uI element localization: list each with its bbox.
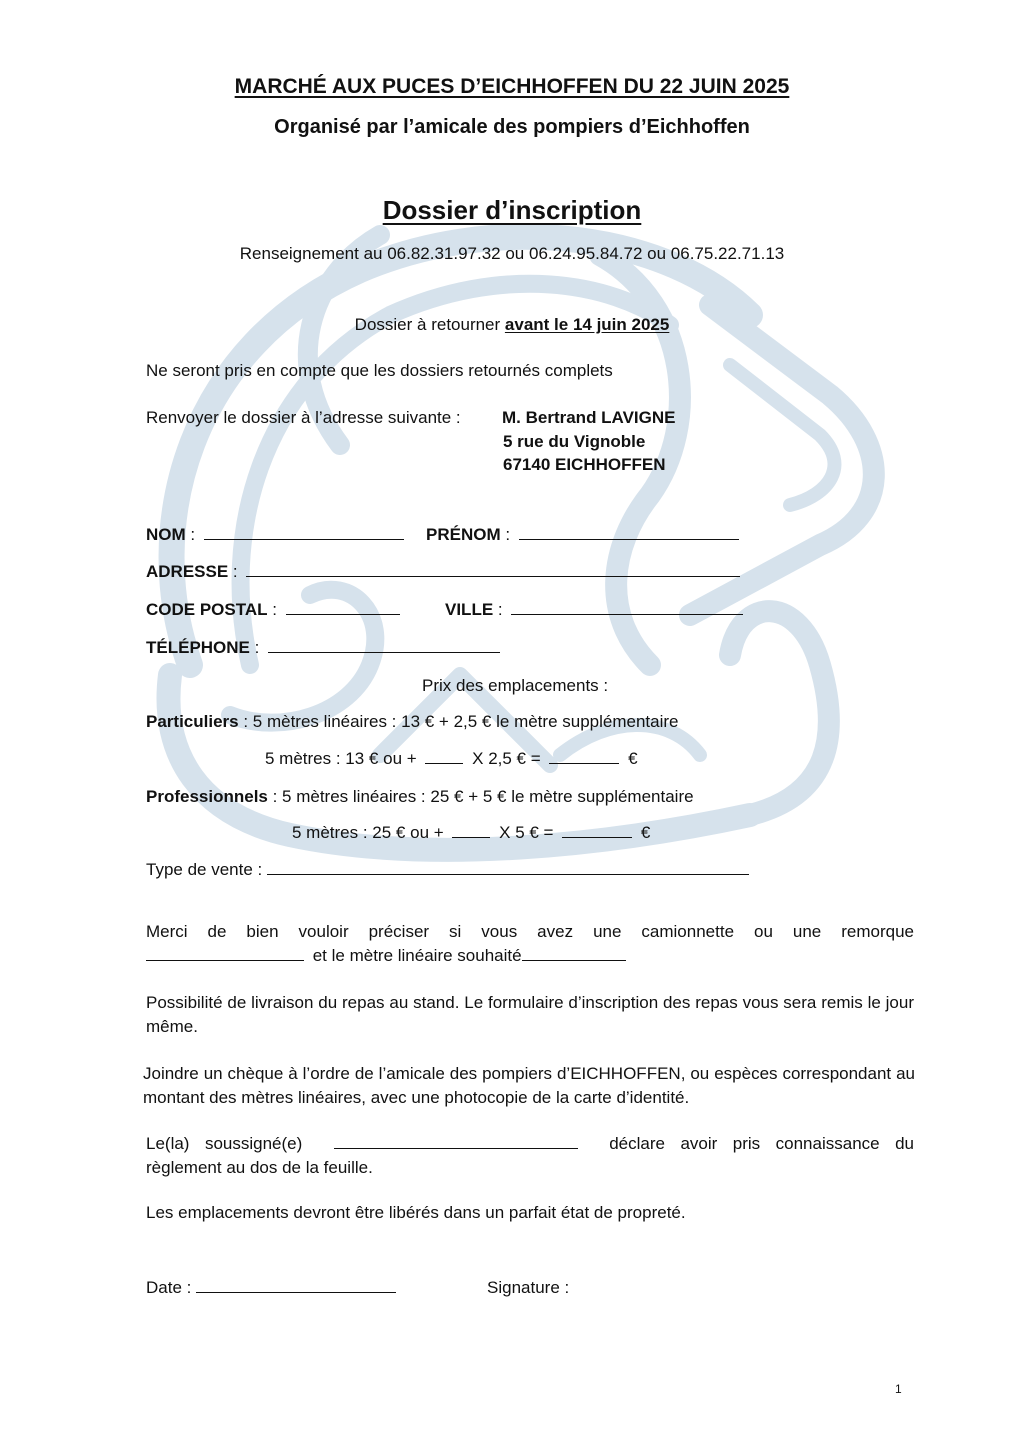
date-field[interactable]	[196, 1278, 396, 1293]
type-vente-label: Type de vente :	[146, 860, 267, 879]
deadline-prefix: Dossier à retourner	[354, 315, 505, 334]
vehicle-type-field[interactable]	[146, 946, 304, 961]
code-postal-label: CODE POSTAL	[146, 600, 268, 619]
adresse-row	[146, 562, 744, 582]
linear-meter-field[interactable]	[522, 946, 626, 961]
separator: :	[493, 600, 508, 619]
declaration-prefix: Le(la) soussigné(e)	[146, 1134, 318, 1153]
calc-mid: X 2,5 € =	[467, 749, 546, 768]
linear-meter-label: et le mètre linéaire souhaité	[308, 946, 522, 965]
calc-mid: X 5 € =	[494, 823, 559, 842]
prenom-label: PRÉNOM	[426, 525, 501, 544]
vehicle-line-1: Merci de bien vouloir préciser si vous avez une camionnette ou une remorque	[146, 922, 914, 941]
type-vente-field[interactable]	[267, 860, 749, 875]
adresse-field[interactable]	[246, 562, 740, 577]
separator: :	[249, 638, 265, 657]
professionnels-desc: : 5 mètres linéaires : 25 € + 5 € le mètre supplémentaire	[267, 787, 694, 806]
ville-label: VILLE	[445, 600, 494, 619]
particuliers-calc	[265, 749, 638, 769]
code-postal-row	[146, 600, 404, 620]
organizer-subtitle: Organisé par l’amicale des pompiers d’Eichhoffen	[274, 116, 750, 138]
professionnels-line	[146, 787, 694, 807]
telephone-field[interactable]	[268, 638, 500, 653]
complete-dossier-notice: Ne seront pris en compte que les dossiers retournés complets	[146, 361, 613, 380]
declaration-suffix: déclare avoir pris connaissance du règlement au dos de la feuille.	[146, 1134, 914, 1177]
type-vente-row	[146, 860, 753, 880]
prenom-row	[426, 525, 743, 545]
professionnels-label: Professionnels	[146, 787, 268, 806]
firefighter-helmet-watermark-icon	[130, 195, 930, 915]
date-row	[146, 1278, 400, 1298]
adresse-label: ADRESSE	[146, 562, 229, 581]
vehicle-paragraph	[146, 920, 914, 968]
telephone-label: TÉLÉPHONE	[146, 638, 250, 657]
euro-suffix: €	[636, 823, 651, 842]
date-label: Date :	[146, 1278, 197, 1297]
particuliers-total-field[interactable]	[549, 749, 619, 764]
pricing-heading: Prix des emplacements :	[422, 676, 609, 695]
separator: :	[267, 600, 282, 619]
ville-row	[445, 600, 747, 620]
nom-label: NOM	[146, 525, 186, 544]
return-address-label: Renvoyer le dossier à l’adresse suivante :	[146, 408, 461, 427]
return-address-city: 67140 EICHHOFFEN	[503, 455, 666, 474]
professionnels-calc	[292, 823, 650, 843]
professionnels-extra-meters-field[interactable]	[452, 823, 490, 838]
separator: :	[228, 562, 243, 581]
particuliers-label: Particuliers	[146, 712, 239, 731]
telephone-row	[146, 638, 504, 658]
separator: :	[500, 525, 515, 544]
event-title: MARCHÉ AUX PUCES D’EICHHOFFEN DU 22 JUIN 2025	[234, 75, 790, 98]
particuliers-line	[146, 712, 678, 732]
signature-label: Signature :	[487, 1278, 570, 1297]
nom-row	[146, 525, 408, 545]
undersigned-name-field[interactable]	[334, 1134, 578, 1149]
vehicle-line-2	[146, 944, 914, 968]
declaration-paragraph	[146, 1132, 914, 1180]
meal-notice: Possibilité de livraison du repas au stand. Le formulaire d’inscription des repas vous sera remis le jour même.	[146, 993, 914, 1036]
calc-prefix: 5 mètres : 25 € ou +	[292, 823, 449, 842]
code-postal-field[interactable]	[286, 600, 400, 615]
return-address-name: M. Bertrand LAVIGNE	[502, 408, 676, 427]
page-number: 1	[895, 1382, 902, 1396]
calc-prefix: 5 mètres : 13 € ou +	[265, 749, 422, 768]
prenom-field[interactable]	[519, 525, 739, 540]
particuliers-desc: : 5 mètres linéaires : 13 € + 2,5 € le mètre supplémentaire	[238, 712, 679, 731]
professionnels-total-field[interactable]	[562, 823, 632, 838]
deadline-date: avant le 14 juin 2025	[504, 315, 670, 334]
payment-notice: Joindre un chèque à l’ordre de l’amicale des pompiers d’EICHHOFFEN, ou espèces correspondant au montant des mètres linéaires, avec une photocopie de la carte d’identité.	[143, 1064, 915, 1107]
separator: :	[185, 525, 200, 544]
deadline-line	[0, 315, 1024, 335]
euro-suffix: €	[623, 749, 638, 768]
info-phone-line: Renseignement au 06.82.31.97.32 ou 06.24.95.84.72 ou 06.75.22.71.13	[239, 244, 785, 263]
document-title: Dossier d’inscription	[382, 195, 642, 225]
return-address-street: 5 rue du Vignoble	[503, 432, 646, 451]
cleanliness-notice: Les emplacements devront être libérés dans un parfait état de propreté.	[146, 1203, 686, 1222]
particuliers-extra-meters-field[interactable]	[425, 749, 463, 764]
nom-field[interactable]	[204, 525, 404, 540]
ville-field[interactable]	[511, 600, 743, 615]
